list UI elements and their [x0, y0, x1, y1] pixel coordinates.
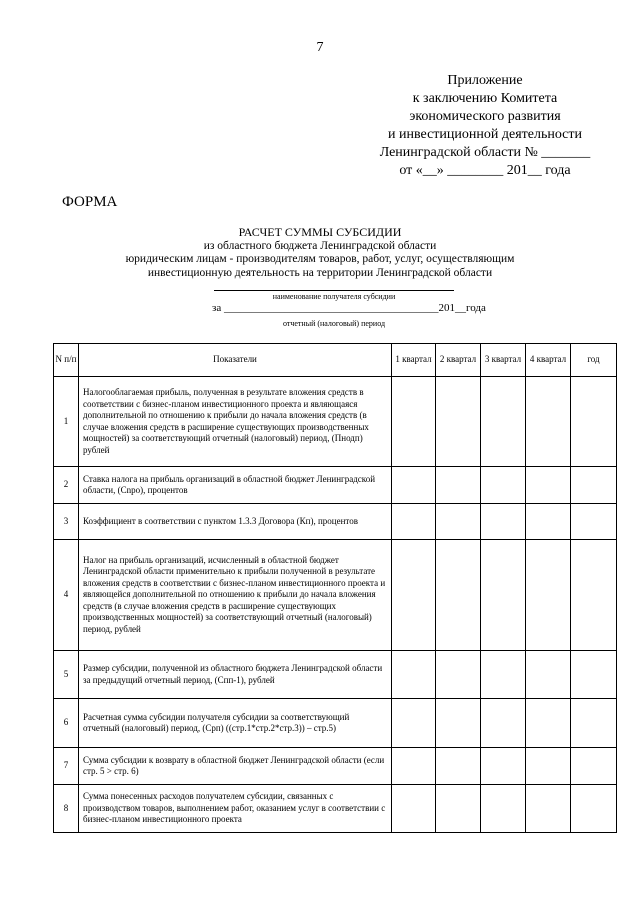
row-number: 8	[54, 785, 79, 833]
title-line: юридическим лицам - производителям товаров, работ, услуг, осуществляющим	[125, 253, 515, 265]
row-indicator: Налог на прибыль организаций, исчисленный в областной бюджет Ленинградской области применительно к прибыли полученной в результате вложения средств в соответствии с бизнес-планом инвестиционного проекта и являющейся дополнительной по отношению к прибыли до начала вложения средств (в случае вложения средств в расширение существующих производственных мощностей) за соответствующий отчетный (налоговый) период, рублей	[79, 540, 392, 651]
document-title	[100, 226, 540, 280]
appendix-line: и инвестиционной деятельности	[388, 127, 582, 142]
appendix-line: экономического развития	[409, 109, 561, 124]
cell-year[interactable]	[571, 540, 617, 651]
row-number: 6	[54, 699, 79, 748]
appendix-line: Ленинградской области № _______	[379, 145, 591, 160]
appendix-line: от «__» ________ 201__ года	[399, 163, 571, 178]
cell-q4[interactable]	[526, 540, 571, 651]
title-line: из областного бюджета Ленинградской области	[203, 239, 437, 252]
recipient-caption: наименование получателя субсидии	[272, 292, 396, 301]
cell-q4[interactable]	[526, 377, 571, 467]
table-row	[54, 699, 617, 748]
cell-year[interactable]	[571, 504, 617, 540]
table-row	[54, 651, 617, 699]
cell-q4[interactable]	[526, 785, 571, 833]
cell-q2[interactable]	[436, 785, 481, 833]
cell-q2[interactable]	[436, 504, 481, 540]
cell-year[interactable]	[571, 467, 617, 504]
cell-q4[interactable]	[526, 651, 571, 699]
cell-q1[interactable]	[392, 785, 436, 833]
header-year: год	[571, 344, 617, 377]
table-row	[54, 467, 617, 504]
cell-q1[interactable]	[392, 748, 436, 785]
header-q4: 4 квартал	[526, 344, 571, 377]
appendix-block	[350, 72, 620, 180]
table-row	[54, 785, 617, 833]
table-row	[54, 748, 617, 785]
cell-year[interactable]	[571, 651, 617, 699]
cell-q3[interactable]	[481, 748, 526, 785]
row-indicator: Размер субсидии, полученной из областного бюджета Ленинградской области за предыдущий отчетный период, (Спп-1), рублей	[79, 651, 392, 699]
period-line: за _______________________________________201__года	[212, 302, 486, 314]
cell-q3[interactable]	[481, 540, 526, 651]
cell-q3[interactable]	[481, 785, 526, 833]
row-number: 4	[54, 540, 79, 651]
cell-q3[interactable]	[481, 651, 526, 699]
header-num: N п/п	[54, 344, 79, 377]
subsidy-table	[53, 343, 617, 833]
cell-q3[interactable]	[481, 467, 526, 504]
cell-q2[interactable]	[436, 467, 481, 504]
page-number: 7	[316, 40, 324, 55]
cell-year[interactable]	[571, 377, 617, 467]
header-q3: 3 квартал	[481, 344, 526, 377]
cell-year[interactable]	[571, 699, 617, 748]
row-number: 7	[54, 748, 79, 785]
cell-q1[interactable]	[392, 651, 436, 699]
form-label: ФОРМА	[62, 194, 118, 210]
cell-year[interactable]	[571, 748, 617, 785]
title-line: инвестиционную деятельность на территории Ленинградской области	[147, 266, 493, 279]
cell-q4[interactable]	[526, 467, 571, 504]
cell-q1[interactable]	[392, 377, 436, 467]
row-number: 2	[54, 467, 79, 504]
cell-q2[interactable]	[436, 651, 481, 699]
header-indicators: Показатели	[79, 344, 392, 377]
cell-q1[interactable]	[392, 504, 436, 540]
table-row	[54, 540, 617, 651]
row-indicator: Расчетная сумма субсидии получателя субсидии за соответствующий отчетный (налоговый) период, (Срп) ((стр.1*стр.2*стр.3)) – стр.5)	[79, 699, 392, 748]
cell-q2[interactable]	[436, 748, 481, 785]
title-line: РАСЧЕТ СУММЫ СУБСИДИИ	[238, 225, 402, 239]
row-indicator: Сумма понесенных расходов получателем субсидии, связанных с производством товаров, выполнением работ, оказанием услуг в соответствии с бизнес-планом инвестиционного проекта	[79, 785, 392, 833]
recipient-line	[214, 290, 454, 291]
cell-year[interactable]	[571, 785, 617, 833]
cell-q3[interactable]	[481, 699, 526, 748]
row-indicator: Коэффициент в соответствии с пунктом 1.3.3 Договора (Кп), процентов	[79, 504, 392, 540]
cell-q4[interactable]	[526, 699, 571, 748]
cell-q4[interactable]	[526, 748, 571, 785]
row-number: 3	[54, 504, 79, 540]
period-caption: отчетный (налоговый) период	[282, 319, 386, 328]
row-number: 5	[54, 651, 79, 699]
row-indicator: Ставка налога на прибыль организаций в областной бюджет Ленинградской области, (Сnpo), процентов	[79, 467, 392, 504]
cell-q1[interactable]	[392, 467, 436, 504]
row-number: 1	[54, 377, 79, 467]
appendix-line: Приложение	[447, 73, 523, 88]
cell-q1[interactable]	[392, 699, 436, 748]
cell-q2[interactable]	[436, 377, 481, 467]
cell-q4[interactable]	[526, 504, 571, 540]
cell-q2[interactable]	[436, 699, 481, 748]
table-row	[54, 377, 617, 467]
cell-q2[interactable]	[436, 540, 481, 651]
appendix-line: к заключению Комитета	[412, 91, 558, 106]
cell-q3[interactable]	[481, 377, 526, 467]
header-q2: 2 квартал	[436, 344, 481, 377]
cell-q3[interactable]	[481, 504, 526, 540]
header-q1: 1 квартал	[392, 344, 436, 377]
row-indicator: Сумма субсидии к возврату в областной бюджет Ленинградской области (если стр. 5 > стр. 6)	[79, 748, 392, 785]
row-indicator: Налогооблагаемая прибыль, полученная в результате вложения средств в соответствии с бизнес-планом инвестиционного проекта и являющаяся дополнительной по отношению к прибыли до начала вложения средств (в случае вложения средств в расширение существующих производственных мощностей) за соответствующий отчетный (налоговый) период, (Пнодп) рублей	[79, 377, 392, 467]
table-row	[54, 504, 617, 540]
cell-q1[interactable]	[392, 540, 436, 651]
table-header-row	[54, 344, 617, 377]
